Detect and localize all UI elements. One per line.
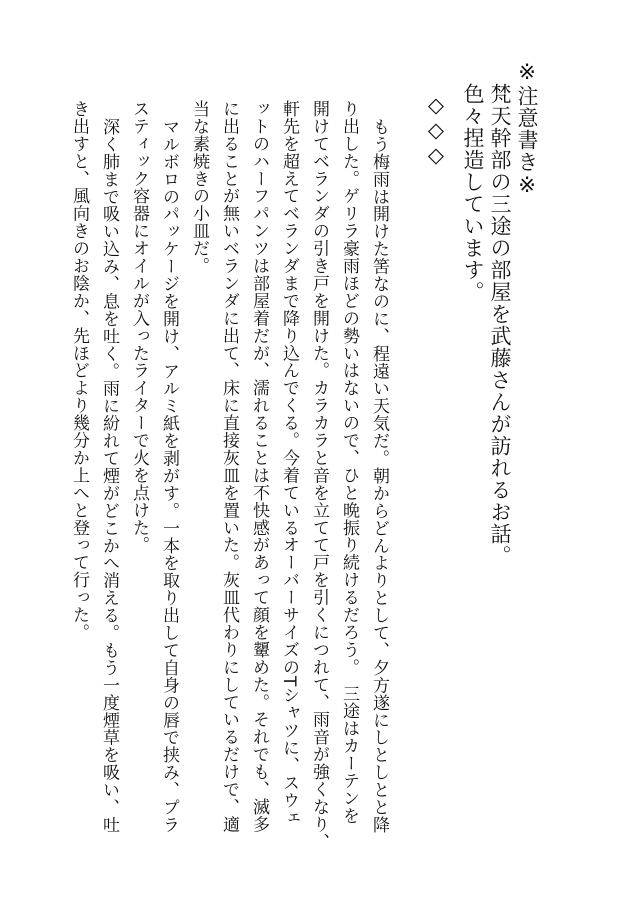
story-line-6: に出ることが無いベランダに出て、床に直接灰皿を置いた。灰皿代わりにしているだけで、適: [219, 100, 239, 833]
story-line-4: 軒先を超えてベランダまで降り込んでくる。今着ているオーバーサイズのTシャツに、スウェ: [279, 100, 299, 827]
story-line-10: 深く肺まで吸い込み、息を吐く。雨に紛れて煙がどこかへ消える。もう一度煙草を吸い、吐: [99, 118, 119, 834]
story-line-1: もう梅雨は開けた筈なのに、程遠い天気だ。朝からどんよりとして、夕方遂にしとしとと降: [369, 118, 389, 834]
note-summary: 梵天幹部の三途の部屋を武藤さんが訪れるお話。: [488, 83, 512, 567]
story-line-7: 当な素焼きの小皿だ。: [189, 100, 209, 275]
story-line-8: マルボロのパッケージを開け、アルミ紙を剥がす。一本を取り出して自身の唇で挟み、プラ: [159, 118, 179, 834]
story-line-2: り出した。ゲリラ豪雨ほどの勢いはないので、ひと晩振り続けるだろう。 三途はカーテンを: [339, 100, 359, 825]
note-heading: ※注意書き※: [515, 60, 539, 198]
note-disclaimer: 色々捏造しています。: [461, 83, 485, 303]
story-line-9: スティック容器にオイルが入ったライターで火を点けた。: [129, 100, 149, 554]
story-line-5: ットのハーフパンツは部屋着だが、濡れることは不快感があって顔を顰めた。それでも、滅多: [249, 100, 269, 833]
story-line-11: き出すと、風向きのお陰か、先ほどより幾分か上へと登って行った。: [69, 100, 89, 641]
story-line-3: 開けてベランダの引き戸を開けた。カラカラと音を立てて戸を引くにつれて、雨音が強くなり、: [309, 100, 329, 851]
section-separator: ◇◇◇: [424, 93, 448, 168]
